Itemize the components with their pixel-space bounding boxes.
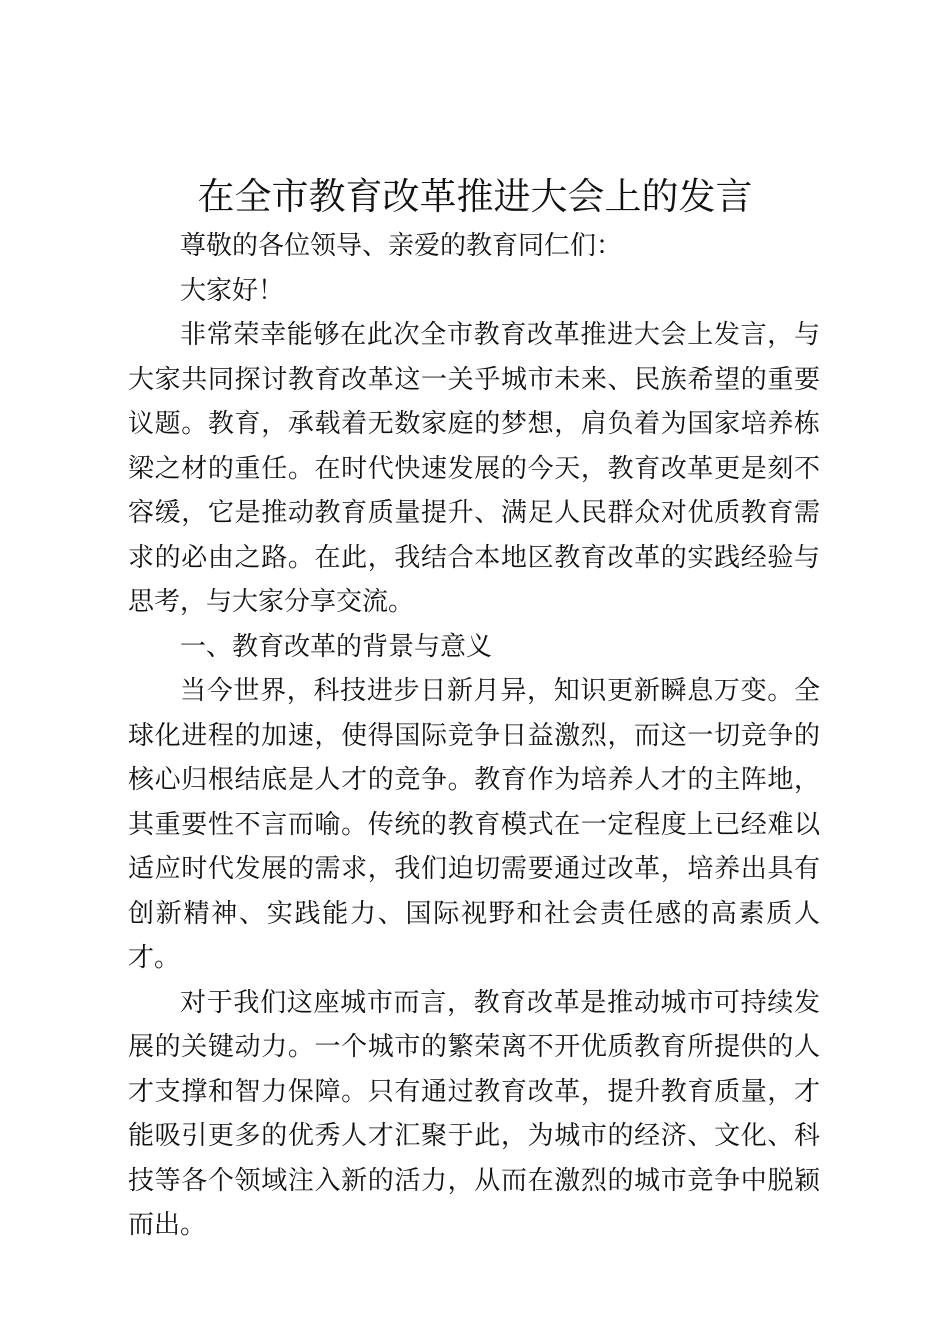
paragraph-greeting: 大家好！	[180, 275, 285, 306]
paragraph-salutation: 尊敬的各位领导、亲爱的教育同仁们：	[180, 231, 623, 261]
document-title: 在全市教育改革推进大会上的发言	[197, 175, 753, 218]
paragraph-background: 当今世界，科技进步日新月异，知识更新瞬息万变。全球化进程的加速，使得国际竞争日益激烈，而这一切竞争的核心归根结底是人才的竞争。教育作为培养人才的主阵地，其重要性不言而喻。传统的教育模式在一定程度上已经难以适应时代发展的需求，我们迫切需要通过改革，培养出具有创新精神、实践能力、国际视野和社会责任感的高素质人才。	[128, 676, 820, 973]
paragraph-intro: 非常荣幸能够在此次全市教育改革推进大会上发言，与大家共同探讨教育改革这一关乎城市未来、民族希望的重要议题。教育，承载着无数家庭的梦想，肩负着为国家培养栋梁之材的重任。在时代快速发展的今天，教育改革更是刻不容缓，它是推动教育质量提升、满足人民群众对优质教育需求的必由之路。在此，我结合本地区教育改革的实践经验与思考，与大家分享交流。	[128, 320, 820, 617]
paragraph-city-significance: 对于我们这座城市而言，教育改革是推动城市可持续发展的关键动力。一个城市的繁荣离不开优质教育所提供的人才支撑和智力保障。只有通过教育改革，提升教育质量，才能吸引更多的优秀人才汇聚于此，为城市的经济、文化、科技等各个领域注入新的活力，从而在激烈的城市竞争中脱颖而出。	[128, 987, 820, 1240]
section-heading-1: 一、教育改革的背景与意义	[180, 631, 493, 662]
document-body	[128, 224, 820, 1248]
